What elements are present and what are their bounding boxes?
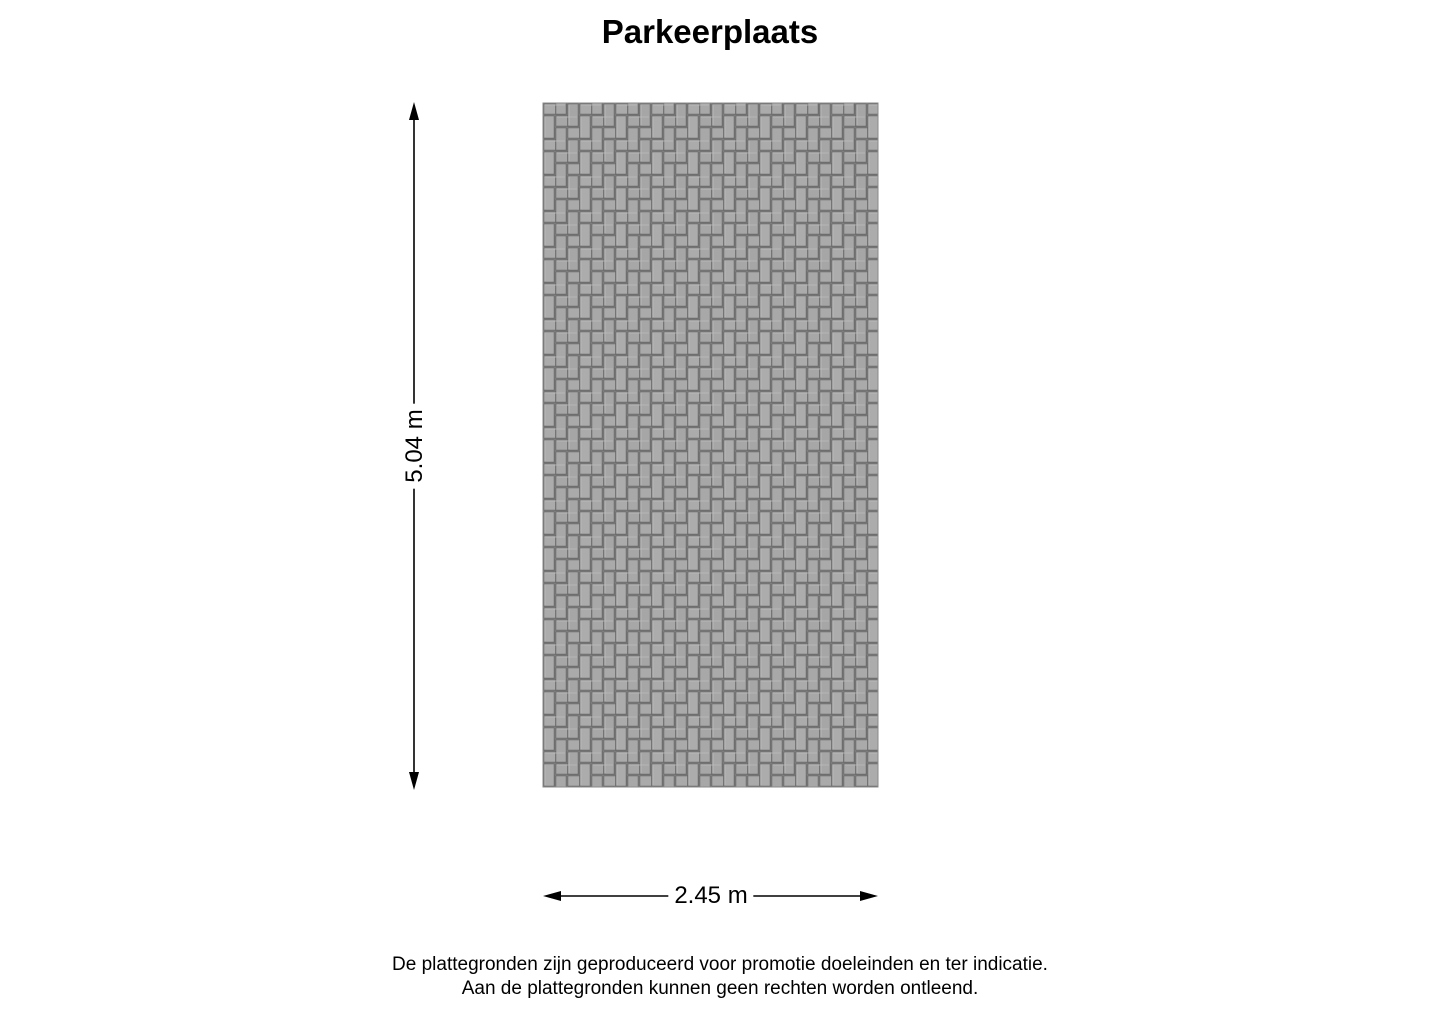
width-dimension-label: 2.45 m bbox=[668, 882, 753, 910]
arrow-right-icon bbox=[860, 891, 878, 901]
disclaimer-line-2: Aan de plattegronden kunnen geen rechten worden ontleend. bbox=[461, 978, 979, 999]
disclaimer-line-1: De plattegronden zijn geproduceerd voor promotie doeleinden en ter indicatie. bbox=[392, 954, 1048, 975]
page-title: Parkeerplaats bbox=[601, 13, 819, 50]
disclaimer bbox=[0, 953, 1440, 1001]
arrow-down-icon bbox=[409, 772, 419, 790]
arrow-up-icon bbox=[409, 102, 419, 120]
parking-surface bbox=[543, 103, 878, 787]
height-dimension-label: 5.04 m bbox=[401, 403, 429, 488]
arrow-left-icon bbox=[543, 891, 561, 901]
